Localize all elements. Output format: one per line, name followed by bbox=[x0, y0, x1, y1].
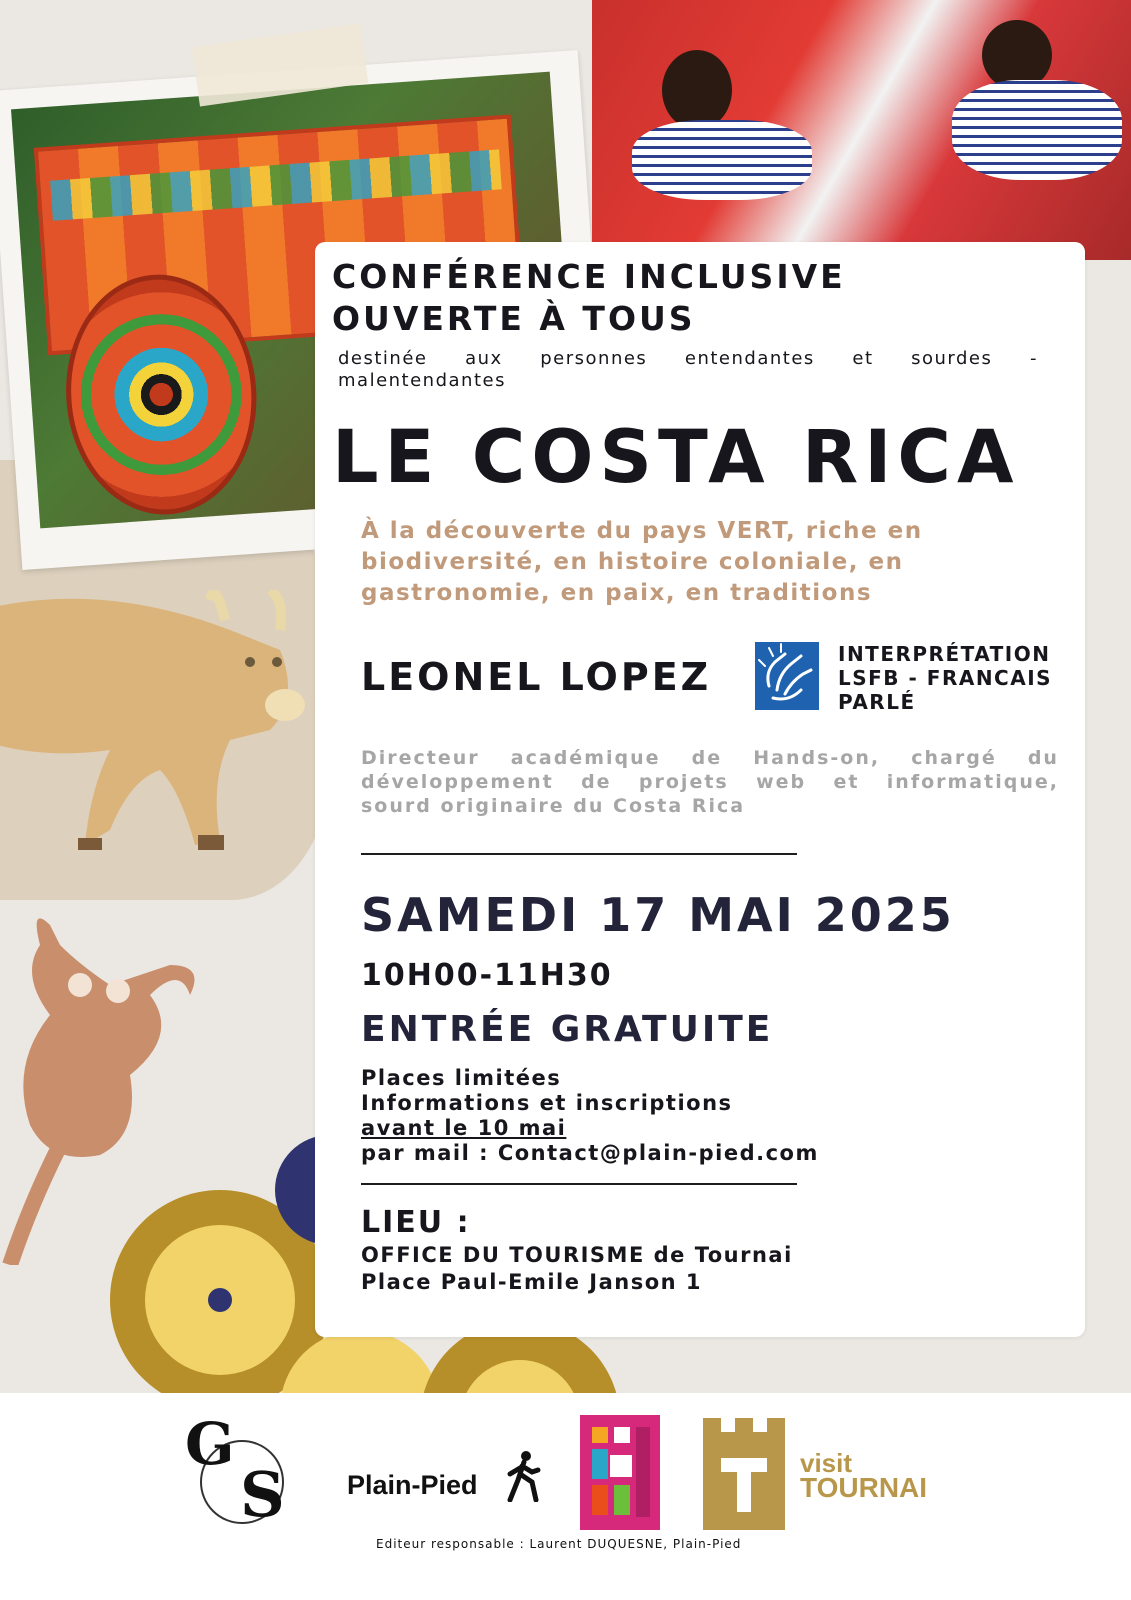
registration-line: Places limitées bbox=[361, 1066, 562, 1090]
registration-info bbox=[361, 1066, 819, 1166]
visit-tournai-logo bbox=[703, 1418, 785, 1530]
audience-word: - bbox=[1029, 348, 1038, 369]
bio-word: et bbox=[833, 771, 860, 793]
gs-logo-letter: G bbox=[185, 1410, 235, 1478]
event-time: 10H00-11H30 bbox=[361, 958, 613, 993]
bio-line-1 bbox=[361, 746, 1059, 770]
bio-word: de bbox=[691, 747, 723, 769]
venue-label: LIEU : bbox=[361, 1205, 471, 1240]
bio-word: Hands-on, bbox=[753, 747, 881, 769]
dancer-dress bbox=[632, 120, 812, 200]
conference-line-2: OUVERTE À TOUS bbox=[332, 299, 696, 338]
page-title: LE COSTA RICA bbox=[332, 415, 1020, 500]
audience-word: sourdes bbox=[911, 348, 993, 369]
tournai-logo bbox=[580, 1415, 660, 1530]
walking-person-icon bbox=[502, 1450, 542, 1502]
bio-word: Directeur bbox=[361, 747, 480, 769]
audience-line-1 bbox=[338, 348, 1038, 370]
bio-word: informatique, bbox=[886, 771, 1059, 793]
gs-logo-letter: S bbox=[240, 1458, 285, 1531]
dancer-dress bbox=[952, 80, 1122, 180]
audience-word: personnes bbox=[540, 348, 648, 369]
audience-word: entendantes bbox=[684, 348, 815, 369]
audience-word: destinée bbox=[338, 348, 428, 369]
venue-line: OFFICE DU TOURISME de Tournai bbox=[361, 1243, 793, 1267]
description-line: biodiversité, en histoire coloniale, en bbox=[361, 549, 904, 575]
registration-line: Informations et inscriptions bbox=[361, 1091, 733, 1115]
dancers-photo bbox=[592, 0, 1131, 260]
description-line: gastronomie, en paix, en traditions bbox=[361, 580, 873, 606]
bio-word: académique bbox=[510, 747, 661, 769]
audience-subtitle bbox=[338, 348, 1038, 392]
divider bbox=[361, 853, 797, 855]
gs-logo bbox=[185, 1410, 295, 1535]
sponsor-footer bbox=[0, 1393, 1131, 1600]
speaker-name: LEONEL LOPEZ bbox=[361, 655, 712, 699]
conference-line-1: CONFÉRENCE INCLUSIVE bbox=[332, 257, 846, 296]
contact-email[interactable]: par mail : Contact@plain-pied.com bbox=[361, 1141, 819, 1165]
interpretation-line: INTERPRÉTATION bbox=[838, 642, 1051, 666]
interpretation-label bbox=[838, 642, 1052, 714]
audience-word: aux bbox=[465, 348, 503, 369]
bio-word: web bbox=[756, 771, 807, 793]
venue-address bbox=[361, 1242, 793, 1296]
bio-word: développement bbox=[361, 771, 554, 793]
audience-word: et bbox=[852, 348, 874, 369]
audience-line-2: malentendantes bbox=[338, 370, 506, 391]
plain-pied-logo: Plain-Pied bbox=[347, 1470, 478, 1500]
interpretation-line: PARLÉ bbox=[838, 690, 916, 714]
interpretation-line: LSFB - FRANCAIS bbox=[838, 666, 1053, 690]
visit-label: visit bbox=[800, 1448, 853, 1478]
bio-line-3: sourd originaire du Costa Rica bbox=[361, 795, 746, 817]
dancer-head bbox=[662, 50, 732, 130]
editor-credit: Editeur responsable : Laurent DUQUESNE, Plain-Pied bbox=[376, 1537, 742, 1551]
bio-word: chargé bbox=[911, 747, 997, 769]
sign-language-icon bbox=[755, 642, 819, 710]
venue-line: Place Paul-Emile Janson 1 bbox=[361, 1270, 703, 1294]
event-description bbox=[361, 516, 923, 609]
event-date: SAMEDI 17 MAI 2025 bbox=[361, 888, 955, 942]
registration-deadline: avant le 10 mai bbox=[361, 1116, 567, 1140]
bio-word: du bbox=[1027, 747, 1059, 769]
bio-line-2 bbox=[361, 770, 1059, 794]
bio-word: de bbox=[581, 771, 612, 793]
divider bbox=[361, 1183, 797, 1185]
tournai-label: TOURNAI bbox=[800, 1472, 928, 1503]
conference-heading bbox=[332, 256, 846, 340]
ox-illustration bbox=[0, 590, 310, 850]
speaker-bio bbox=[361, 746, 1059, 818]
entry-label: ENTRÉE GRATUITE bbox=[361, 1009, 774, 1050]
description-line: À la découverte du pays VERT, riche en bbox=[361, 518, 923, 544]
bio-word: projets bbox=[638, 771, 729, 793]
